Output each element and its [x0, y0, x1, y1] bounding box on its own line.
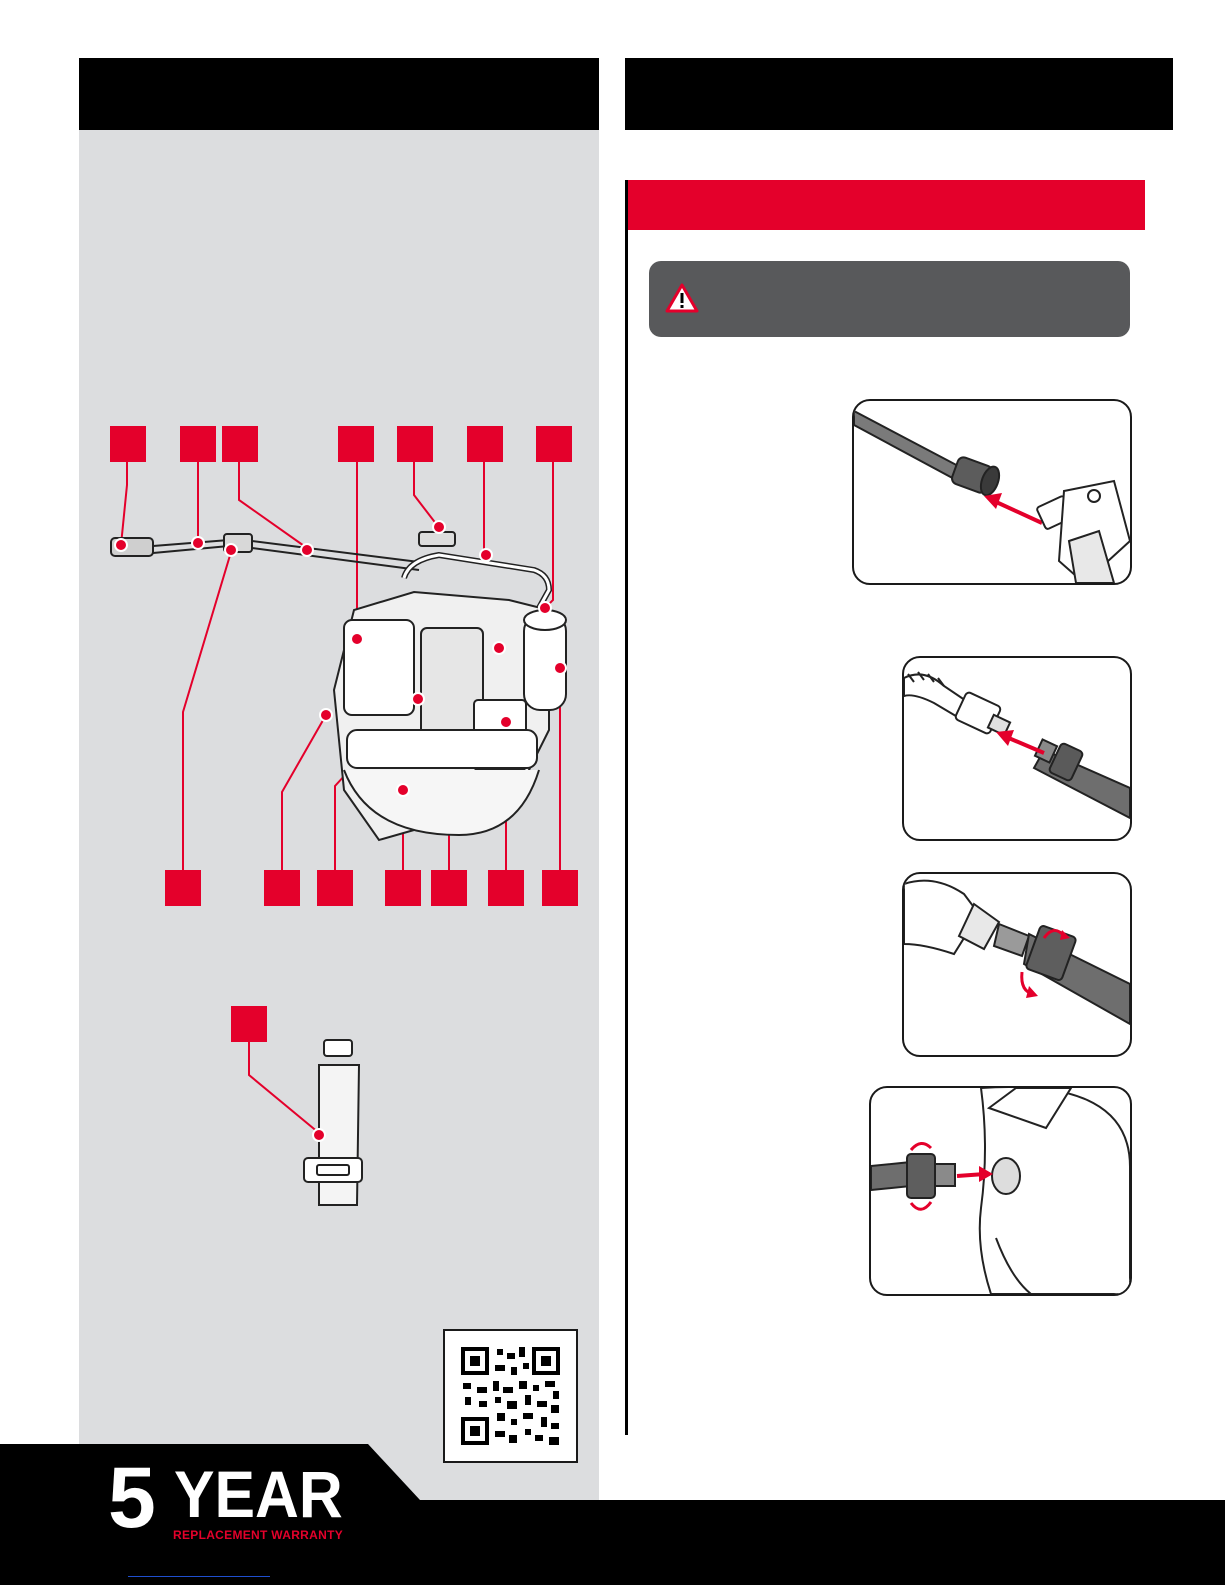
step-illustration-3 [902, 872, 1132, 1057]
part-label-top-6 [467, 426, 503, 462]
warranty-subtitle: REPLACEMENT WARRANTY [173, 1528, 343, 1542]
part-label-top-3 [222, 426, 258, 462]
left-header-bar [79, 58, 599, 130]
part-label-top-1 [110, 426, 146, 462]
part-label-bottom-7 [542, 870, 578, 906]
part-label-strap [231, 1006, 267, 1042]
qr-code-graphic [445, 1331, 576, 1461]
part-label-top-7 [536, 426, 572, 462]
part-label-top-4 [338, 426, 374, 462]
part-label-bottom-1 [165, 870, 201, 906]
step-illustration-4 [869, 1086, 1132, 1296]
part-label-bottom-5 [431, 870, 467, 906]
warning-box [649, 261, 1130, 337]
warranty-year-word: YEAR [174, 1457, 343, 1531]
step-illustration-1 [852, 399, 1132, 585]
step-illustration-2 [902, 656, 1132, 841]
qr-code[interactable] [443, 1329, 578, 1463]
warranty-years-number: 5 [108, 1450, 154, 1546]
steps-rule-line [625, 180, 628, 1435]
footer-link-underline[interactable] [128, 1576, 270, 1577]
right-header-bar [625, 58, 1173, 130]
part-label-bottom-3 [317, 870, 353, 906]
warning-triangle-icon [665, 283, 699, 313]
part-label-top-5 [397, 426, 433, 462]
part-label-bottom-4 [385, 870, 421, 906]
part-label-bottom-2 [264, 870, 300, 906]
part-label-top-2 [180, 426, 216, 462]
section-heading-bar [625, 180, 1145, 230]
part-label-bottom-6 [488, 870, 524, 906]
